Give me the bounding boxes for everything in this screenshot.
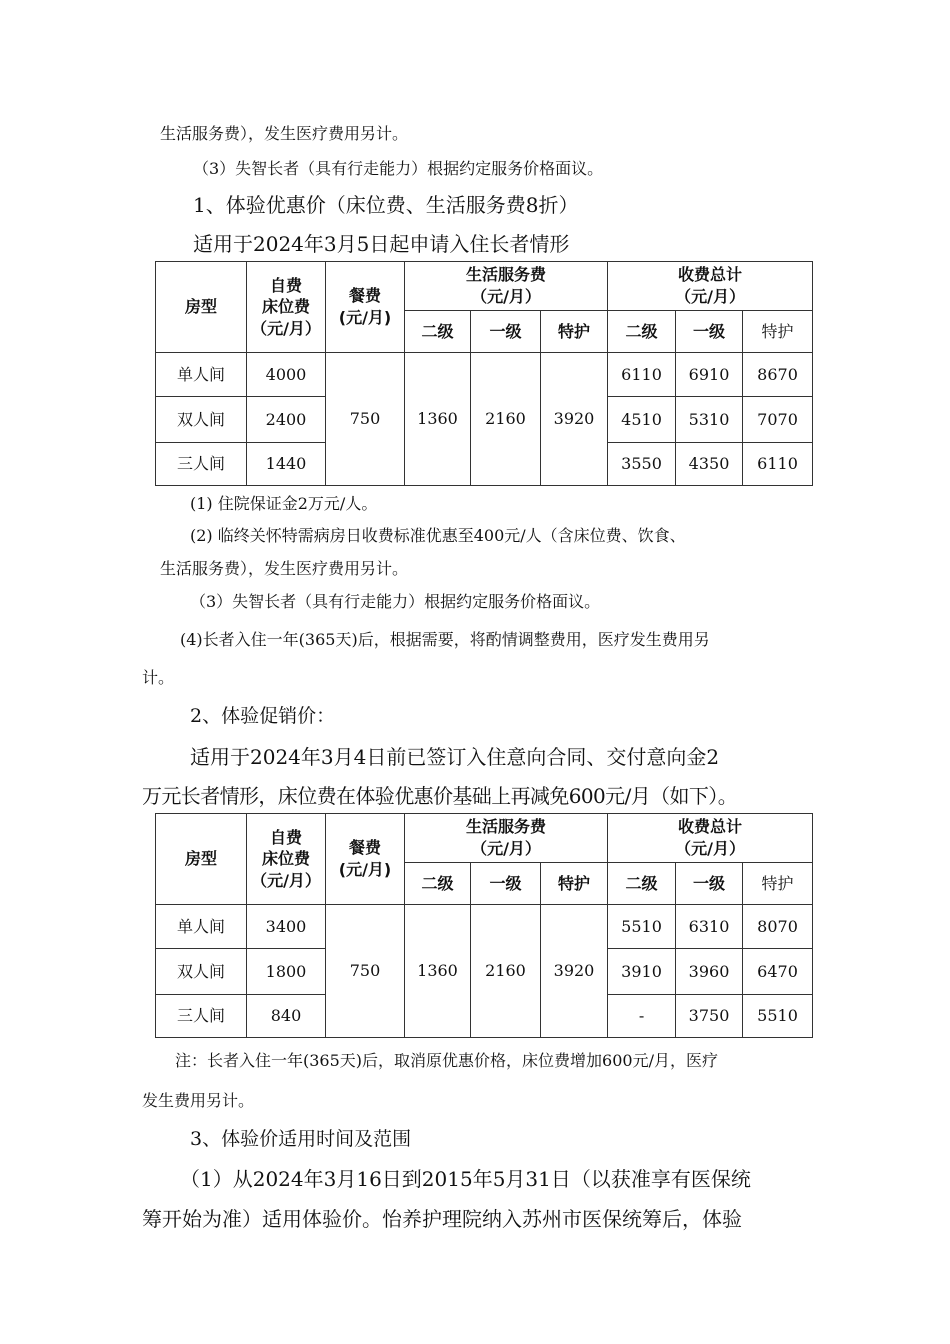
room-type-cell: 三人间 — [156, 995, 247, 1038]
room-type-cell: 单人间 — [156, 353, 247, 397]
header-total-level1: 一级 — [676, 311, 743, 353]
service-level2-cell: 1360 — [405, 905, 471, 1038]
total-level1-cell: 3960 — [676, 949, 743, 995]
total-level2-cell: 4510 — [608, 397, 676, 443]
total-level2-cell: 6110 — [608, 353, 676, 397]
header-bed-fee: 自费 床位费 （元/月） — [247, 262, 326, 353]
paragraph-line: 万元长者情形，床位费在体验优惠价基础上再减免600元/月（如下）。 — [142, 784, 738, 808]
note-line: (1) 住院保证金2万元/人。 — [190, 494, 378, 513]
paragraph-line: （1）从2024年3月16日到2015年5月31日（以获准享有医保统 — [180, 1167, 751, 1191]
bed-fee-cell: 4000 — [247, 353, 326, 397]
bed-fee-cell: 3400 — [247, 905, 326, 949]
bed-fee-cell: 1440 — [247, 443, 326, 486]
note-line: 注：长者入住一年(365天)后，取消原优惠价格，床位费增加600元/月，医疗 — [175, 1051, 718, 1070]
header-service-level1: 一级 — [471, 311, 541, 353]
note-line: (2) 临终关怀特需病房日收费标准优惠至400元/人（含床位费、饮食、 — [190, 526, 686, 545]
service-level2-cell: 1360 — [405, 353, 471, 486]
total-level1-cell: 3750 — [676, 995, 743, 1038]
total-level2-cell: - — [608, 995, 676, 1038]
section-subtitle: 适用于2024年3月5日起申请入住长者情形 — [193, 232, 570, 256]
meal-fee-cell: 750 — [326, 905, 405, 1038]
section-heading: 3、体验价适用时间及范围 — [190, 1128, 412, 1150]
header-service-special: 特护 — [541, 863, 608, 905]
paragraph-line: 筹开始为准）适用体验价。怡养护理院纳入苏州市医保统筹后，体验 — [142, 1207, 742, 1231]
fee-table-discount — [155, 261, 813, 486]
header-total-special: 特护 — [743, 311, 813, 353]
header-room-type: 房型 — [156, 262, 247, 353]
total-level2-cell: 3910 — [608, 949, 676, 995]
total-level1-cell: 5310 — [676, 397, 743, 443]
service-level1-cell: 2160 — [471, 905, 541, 1038]
total-special-cell: 8070 — [743, 905, 813, 949]
paragraph-line: 适用于2024年3月4日前已签订入住意向合同、交付意向金2 — [190, 745, 720, 769]
total-special-cell: 7070 — [743, 397, 813, 443]
total-special-cell: 5510 — [743, 995, 813, 1038]
header-room-type: 房型 — [156, 814, 247, 905]
header-meal-fee: 餐费 (元/月) — [326, 262, 405, 353]
header-service-fee: 生活服务费 （元/月） — [405, 814, 608, 863]
room-type-cell: 双人间 — [156, 397, 247, 443]
total-special-cell: 6110 — [743, 443, 813, 486]
header-service-level2: 二级 — [405, 863, 471, 905]
room-type-cell: 单人间 — [156, 905, 247, 949]
note-line: (4)长者入住一年(365天)后，根据需要，将酌情调整费用，医疗发生费用另 — [180, 630, 710, 649]
header-bed-fee: 自费 床位费 （元/月） — [247, 814, 326, 905]
room-type-cell: 三人间 — [156, 443, 247, 486]
section-heading: 1、体验优惠价（床位费、生活服务费8折） — [193, 193, 579, 217]
header-total: 收费总计 （元/月） — [608, 262, 813, 311]
total-level1-cell: 6910 — [676, 353, 743, 397]
note-line: 计。 — [142, 668, 175, 687]
fee-table-promotion — [155, 813, 813, 1038]
note-line: （3）失智长者（具有行走能力）根据约定服务价格面议。 — [190, 592, 601, 611]
total-level1-cell: 6310 — [676, 905, 743, 949]
header-service-fee: 生活服务费 （元/月） — [405, 262, 608, 311]
note-line: 生活服务费），发生医疗费用另计。 — [160, 559, 409, 578]
service-level1-cell: 2160 — [471, 353, 541, 486]
bed-fee-cell: 840 — [247, 995, 326, 1038]
header-service-level2: 二级 — [405, 311, 471, 353]
total-level2-cell: 5510 — [608, 905, 676, 949]
total-special-cell: 6470 — [743, 949, 813, 995]
header-total-special: 特护 — [743, 863, 813, 905]
header-total-level2: 二级 — [608, 311, 676, 353]
section-heading: 2、体验促销价： — [190, 705, 336, 727]
table-row — [156, 905, 813, 949]
meal-fee-cell: 750 — [326, 353, 405, 486]
total-special-cell: 8670 — [743, 353, 813, 397]
header-total-level2: 二级 — [608, 863, 676, 905]
header-total-level1: 一级 — [676, 863, 743, 905]
header-service-special: 特护 — [541, 311, 608, 353]
service-special-cell: 3920 — [541, 905, 608, 1038]
header-service-level1: 一级 — [471, 863, 541, 905]
paragraph-line: （3）失智长者（具有行走能力）根据约定服务价格面议。 — [193, 159, 604, 178]
bed-fee-cell: 1800 — [247, 949, 326, 995]
note-line: 发生费用另计。 — [142, 1091, 255, 1110]
header-meal-fee: 餐费 (元/月) — [326, 814, 405, 905]
header-total: 收费总计 （元/月） — [608, 814, 813, 863]
table-row — [156, 353, 813, 397]
total-level2-cell: 3550 — [608, 443, 676, 486]
bed-fee-cell: 2400 — [247, 397, 326, 443]
room-type-cell: 双人间 — [156, 949, 247, 995]
paragraph-line: 生活服务费），发生医疗费用另计。 — [160, 124, 409, 143]
service-special-cell: 3920 — [541, 353, 608, 486]
total-level1-cell: 4350 — [676, 443, 743, 486]
